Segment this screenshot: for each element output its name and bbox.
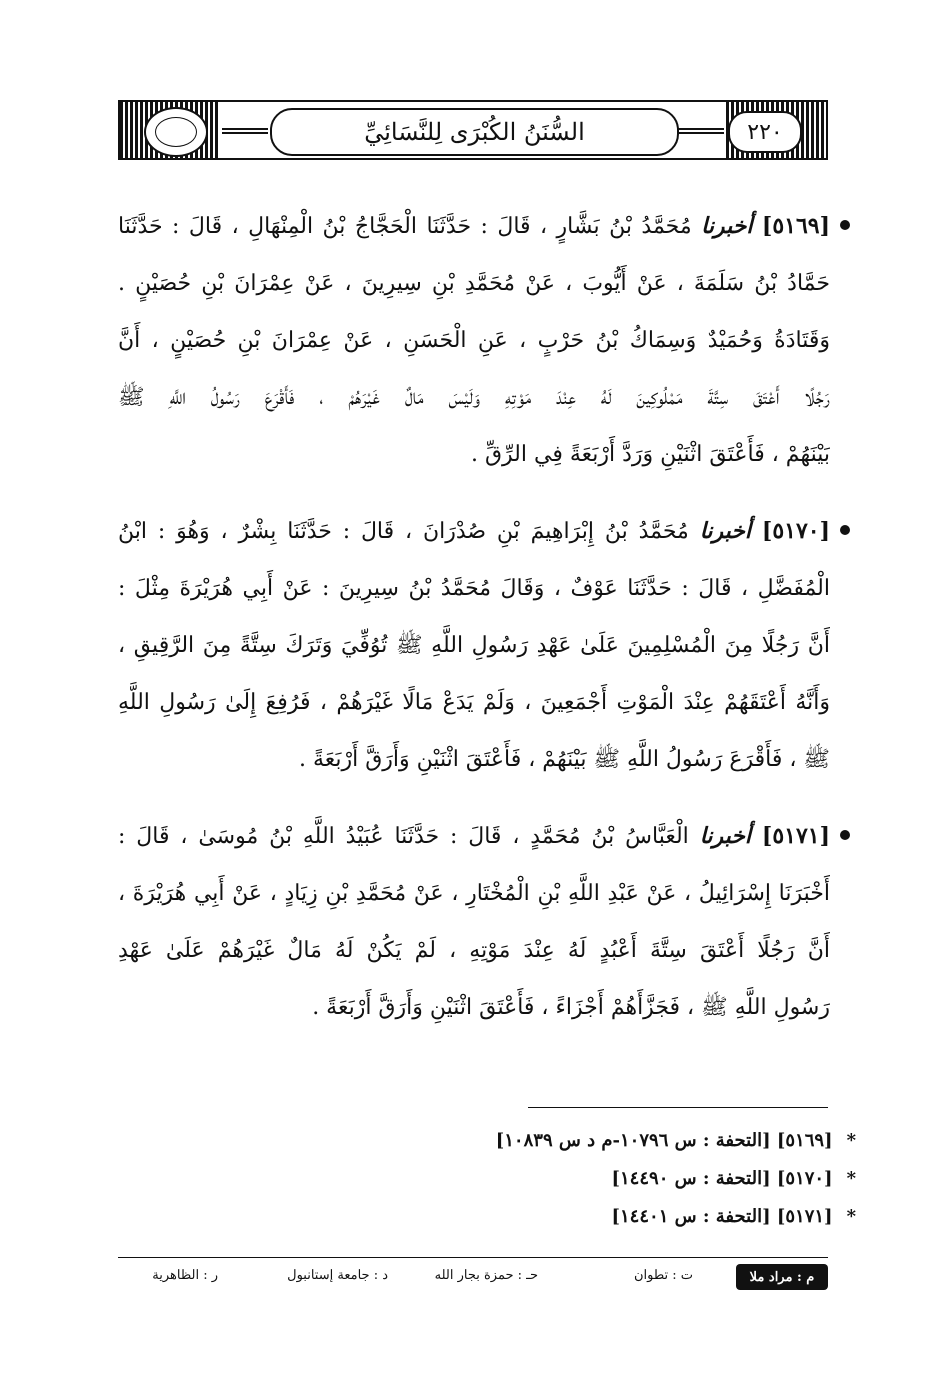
bullet-icon: [840, 830, 850, 840]
footnote-divider: [528, 1107, 828, 1108]
book-emblem-icon: [144, 107, 208, 157]
bottom-divider: [118, 1257, 828, 1258]
text-line: [٥١٧٠] أخبرنا مُحَمَّدُ بْنُ إِبْرَاهِيمَ بْنِ صُدْرَانَ ، قَالَ : حَدَّثَنَا بِشْرٌ ، وَهُوَ : ابْنُ: [118, 518, 830, 544]
text-line: الْمُفَضَّلِ ، قَالَ : حَدَّثَنَا عَوْفٌ ، وَقَالَ مُحَمَّدُ بْنُ سِيرِينَ : عَنْ أَبِي هُرَيْرَةَ مِثْلَ :: [118, 576, 830, 601]
akhbarana-label: أخبرنا: [699, 518, 752, 544]
hadith-number: [٥١٧٠]: [761, 518, 830, 544]
manuscript-h: حـ : حمزة بجار الله: [434, 1268, 538, 1283]
text-line: أَخْبَرَنَا إِسْرَائِيلُ ، عَنْ عَبْدِ اللَّهِ بْنِ الْمُخْتَارِ ، عَنْ مُحَمَّدِ بْنِ زِيَادٍ ، عَنْ أَبِي هُرَيْرَةَ ،: [118, 881, 830, 906]
hadith-entry: [118, 503, 830, 788]
hadith-number: [٥١٧١]: [761, 823, 830, 849]
page-header: [118, 100, 828, 160]
text-line: أَنَّ رَجُلًا أَعْتَقَ سِتَّةَ أَعْبُدٍ لَهُ عِنْدَ مَوْتِهِ ، لَمْ يَكُنْ لَهُ مَالٌ غَيْرَهُمْ عَلَىٰ عَهْدِ: [118, 938, 830, 963]
manuscript-badge: م : مراد ملا: [736, 1264, 828, 1290]
bullet-icon: [840, 525, 850, 535]
hadith-entry: [118, 198, 830, 483]
page-number: ٢٢٠: [728, 111, 802, 153]
footnote: *[٥١٧١] [التحفة : س ١٤٤٠١]: [611, 1206, 856, 1227]
header-ornament-link: [222, 128, 268, 134]
text-line: [٥١٦٩] أخبرنا مُحَمَّدُ بْنُ بَشَّارٍ ، قَالَ : حَدَّثَنَا الْحَجَّاجُ بْنُ الْمِنْهَالِ ، قَالَ : حَدَّثَنَا: [118, 213, 830, 239]
footnotes: [118, 1122, 856, 1236]
text-line: [٥١٧١] أخبرنا الْعَبَّاسُ بْنُ مُحَمَّدٍ ، قَالَ : حَدَّثَنَا عُبَيْدُ اللَّهِ بْنُ مُوسَىٰ ، قَالَ :: [118, 823, 830, 849]
bullet-icon: [840, 220, 850, 230]
footnote: *[٥١٧٠] [التحفة : س ١٤٤٩٠]: [611, 1168, 856, 1189]
footnote: *[٥١٦٩] [التحفة : س ١٠٧٩٦-م د س ١٠٨٣٩]: [495, 1130, 856, 1151]
akhbarana-label: أخبرنا: [699, 823, 752, 849]
asterisk-icon: *: [846, 1206, 856, 1227]
text-line: بَيْنَهُمْ ، فَأَعْتَقَ اثْنَيْنِ وَرَدَّ أَرْبَعَةً فِي الرِّقِّ .: [470, 442, 830, 467]
text-line: ﷺ ، فَأَقْرَعَ رَسُولُ اللَّهِ ﷺ بَيْنَهُمْ ، فَأَعْتَقَ اثْنَيْنِ وَأَرَقَّ أَرْبَعَةً .: [298, 747, 830, 772]
text-line: حَمَّادُ بْنُ سَلَمَةَ ، عَنْ أَيُّوبَ ، عَنْ مُحَمَّدِ بْنِ سِيرِينَ ، عَنْ عِمْرَانَ بْنِ حُصَيْنٍ .: [118, 271, 830, 296]
hadith-number: [٥١٦٩]: [761, 213, 830, 239]
asterisk-icon: *: [846, 1130, 856, 1151]
book-title: السُّنَنُ الكُبْرَى لِلنَّسَائِيِّ: [270, 108, 679, 156]
text-line: رَسُولِ اللَّهِ ﷺ ، فَجَزَّأَهُمْ أَجْزَاءً ، فَأَعْتَقَ اثْنَيْنِ وَأَرَقَّ أَرْبَعَةً .: [312, 995, 830, 1020]
akhbarana-label: أخبرنا: [701, 213, 753, 239]
text-line: وَقَتَادَةُ وَحُمَيْدٌ وَسِمَاكُ بْنُ حَرْبٍ ، عَنِ الْحَسَنِ ، عَنْ عِمْرَانَ بْنِ حُصَيْنٍ ، أَنَّ: [118, 328, 830, 353]
text-line: وَأَنَّهُ أَعْتَقَهُمْ عِنْدَ الْمَوْتِ أَجْمَعِينَ ، وَلَمْ يَدَعْ مَالًا غَيْرَهُمْ ، فَرُفِعَ إِلَىٰ رَسُولِ اللَّهِ: [118, 690, 830, 715]
manuscript-d: د : جامعة إستانبول: [287, 1268, 388, 1283]
manuscript-t: ت : تطوان: [633, 1268, 693, 1283]
manuscript-sigla: [118, 1264, 828, 1290]
hadith-entry: [118, 808, 830, 1036]
text-line: أَنَّ رَجُلًا مِنَ الْمُسْلِمِينَ عَلَىٰ عَهْدِ رَسُولِ اللَّهِ ﷺ تُوُفِّيَ وَتَرَكَ سِتَّةً مِنَ الرَّقِيقِ ،: [118, 633, 830, 658]
manuscript-r: ر : الظاهرية: [152, 1268, 218, 1283]
hadith-body: [118, 198, 830, 1056]
text-line: رَجُلًا أَعْتَقَ سِتَّةَ مَمْلُوكِينَ لَهُ عِنْدَ مَوْتِهِ وَلَيْسَ مَالٌ غَيْرَهُمْ ، فَأَقْرَعَ رَسُولُ اللَّهِ ﷺ: [118, 385, 830, 410]
header-ornament-link: [678, 128, 724, 134]
asterisk-icon: *: [846, 1168, 856, 1189]
